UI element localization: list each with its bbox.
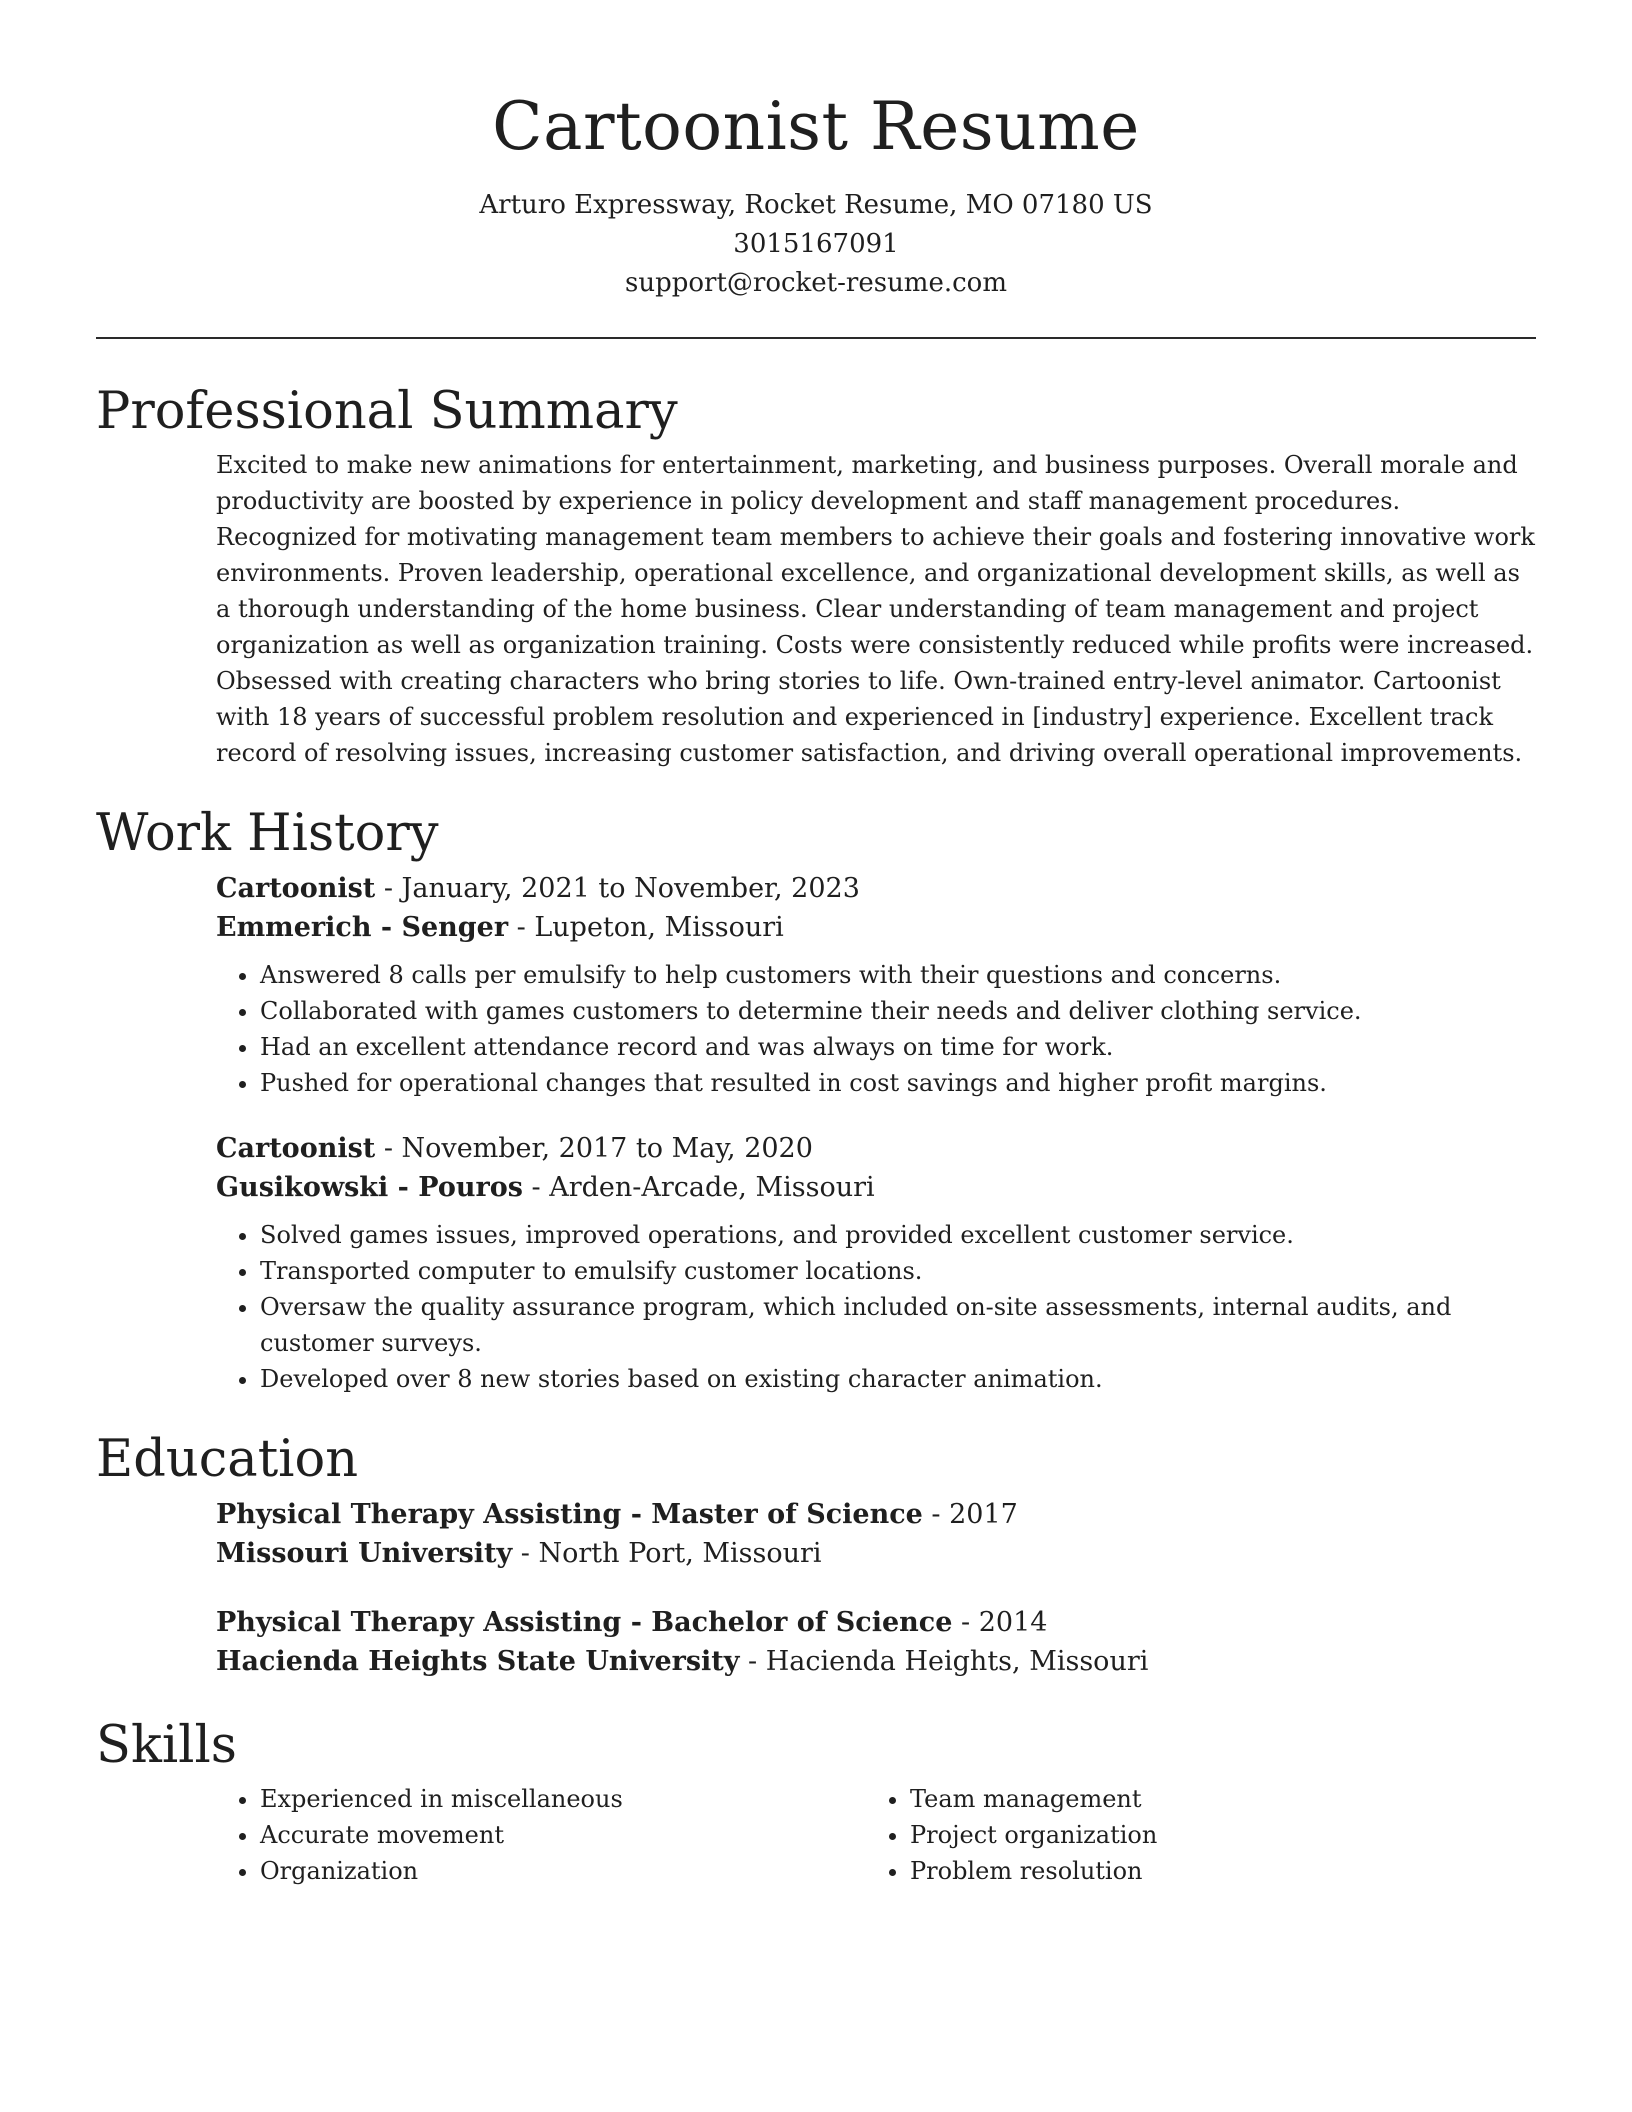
summary-text: Excited to make new animations for entertainment, marketing, and business purposes. Overall morale and productivity are boosted by experience in policy development and staff management procedures. Recognized for motivating management team members to achieve their goals and fostering innovative work environments. Proven leadership, operational excellence, and organizational development skills, as well as a thorough understanding of the home business. Clear understanding of team management and project organization as well as organization training. Costs were consistently reduced while profits were increased. Obsessed with creating characters who bring stories to life. Own-trained entry-level animator. Cartoonist with 18 years of successful problem resolution and experienced in [industry] experience. Excellent track record of resolving issues, increasing customer satisfaction, and driving overall operational improvements. <box>216 451 1535 767</box>
list-item: • Had an excellent attendance record and was always on time for work. <box>260 1029 1536 1065</box>
job-company: Emmerich - Senger <box>216 912 509 943</box>
job-company-line <box>216 908 1536 947</box>
education-school: Missouri University <box>216 1538 513 1569</box>
education-degree-line <box>216 1495 1536 1534</box>
education-year: - 2017 <box>922 1499 1018 1530</box>
job-title: Cartoonist <box>216 873 376 904</box>
resume-title: Cartoonist Resume <box>492 88 1140 165</box>
education-heading: Education <box>96 1430 359 1489</box>
section-professional-summary <box>96 377 1536 771</box>
list-item: • Pushed for operational changes that resulted in cost savings and higher profit margins. <box>260 1065 1536 1101</box>
education-location: - Hacienda Heights, Missouri <box>739 1646 1149 1677</box>
education-degree-line <box>216 1603 1536 1642</box>
list-item: • Collaborated with games customers to determine their needs and deliver clothing service. <box>260 993 1536 1029</box>
section-education <box>96 1425 1536 1681</box>
job-dates: - November, 2017 to May, 2020 <box>375 1133 813 1164</box>
job-bullets <box>216 957 1536 1101</box>
list-item: • Project organization <box>910 1817 1516 1853</box>
job-title-line <box>216 1129 1536 1168</box>
header-divider <box>96 337 1536 339</box>
education-degree: Physical Therapy Assisting - Bachelor of Science <box>216 1607 953 1638</box>
list-item: • Answered 8 calls per emulsify to help customers with their questions and concerns. <box>260 957 1536 993</box>
education-school: Hacienda Heights State University <box>216 1646 740 1677</box>
job-company-line <box>216 1168 1536 1207</box>
list-item: • Accurate movement <box>260 1817 866 1853</box>
job-company: Gusikowski - Pouros <box>216 1172 523 1203</box>
list-item: • Developed over 8 new stories based on existing character animation. <box>260 1361 1536 1397</box>
job-location: - Arden-Arcade, Missouri <box>522 1172 875 1203</box>
skills-list-left <box>216 1781 866 1889</box>
list-item: • Problem resolution <box>910 1853 1516 1889</box>
skills-body <box>96 1781 1536 1889</box>
list-item: • Organization <box>260 1853 866 1889</box>
education-entry <box>216 1495 1536 1573</box>
job-title-line <box>216 869 1536 908</box>
job-entry <box>216 869 1536 1101</box>
list-item: • Solved games issues, improved operations, and provided excellent customer service. <box>260 1217 1536 1253</box>
education-school-line <box>216 1534 1536 1573</box>
contact-phone: 3015167091 <box>733 229 899 259</box>
summary-body <box>96 447 1536 771</box>
summary-heading: Professional Summary <box>96 382 678 441</box>
job-title: Cartoonist <box>216 1133 376 1164</box>
skills-column-right <box>866 1781 1516 1889</box>
contact-address: Arturo Expressway, Rocket Resume, MO 07180 US <box>479 190 1153 220</box>
list-item: • Oversaw the quality assurance program, which included on-site assessments, internal audits, and customer surveys. <box>260 1289 1536 1361</box>
list-item: • Team management <box>910 1781 1516 1817</box>
education-location: - North Port, Missouri <box>512 1538 822 1569</box>
contact-email: support@rocket-resume.com <box>624 268 1007 298</box>
skills-grid <box>216 1781 1536 1889</box>
work-body <box>96 869 1536 1397</box>
education-year: - 2014 <box>952 1607 1048 1638</box>
job-entry <box>216 1129 1536 1397</box>
list-item: • Transported computer to emulsify customer locations. <box>260 1253 1536 1289</box>
contact-block <box>96 186 1536 303</box>
education-body <box>96 1495 1536 1681</box>
education-degree: Physical Therapy Assisting - Master of Science <box>216 1499 923 1530</box>
skills-list-right <box>866 1781 1516 1889</box>
education-entry <box>216 1603 1536 1681</box>
job-location: - Lupeton, Missouri <box>508 912 784 943</box>
list-item: • Experienced in miscellaneous <box>260 1781 866 1817</box>
education-school-line <box>216 1642 1536 1681</box>
resume-header <box>96 0 1536 303</box>
section-skills <box>96 1711 1536 1889</box>
skills-heading: Skills <box>96 1716 237 1775</box>
work-heading: Work History <box>96 804 439 863</box>
skills-column-left <box>216 1781 866 1889</box>
section-work-history <box>96 799 1536 1397</box>
job-bullets <box>216 1217 1536 1397</box>
job-dates: - January, 2021 to November, 2023 <box>375 873 860 904</box>
